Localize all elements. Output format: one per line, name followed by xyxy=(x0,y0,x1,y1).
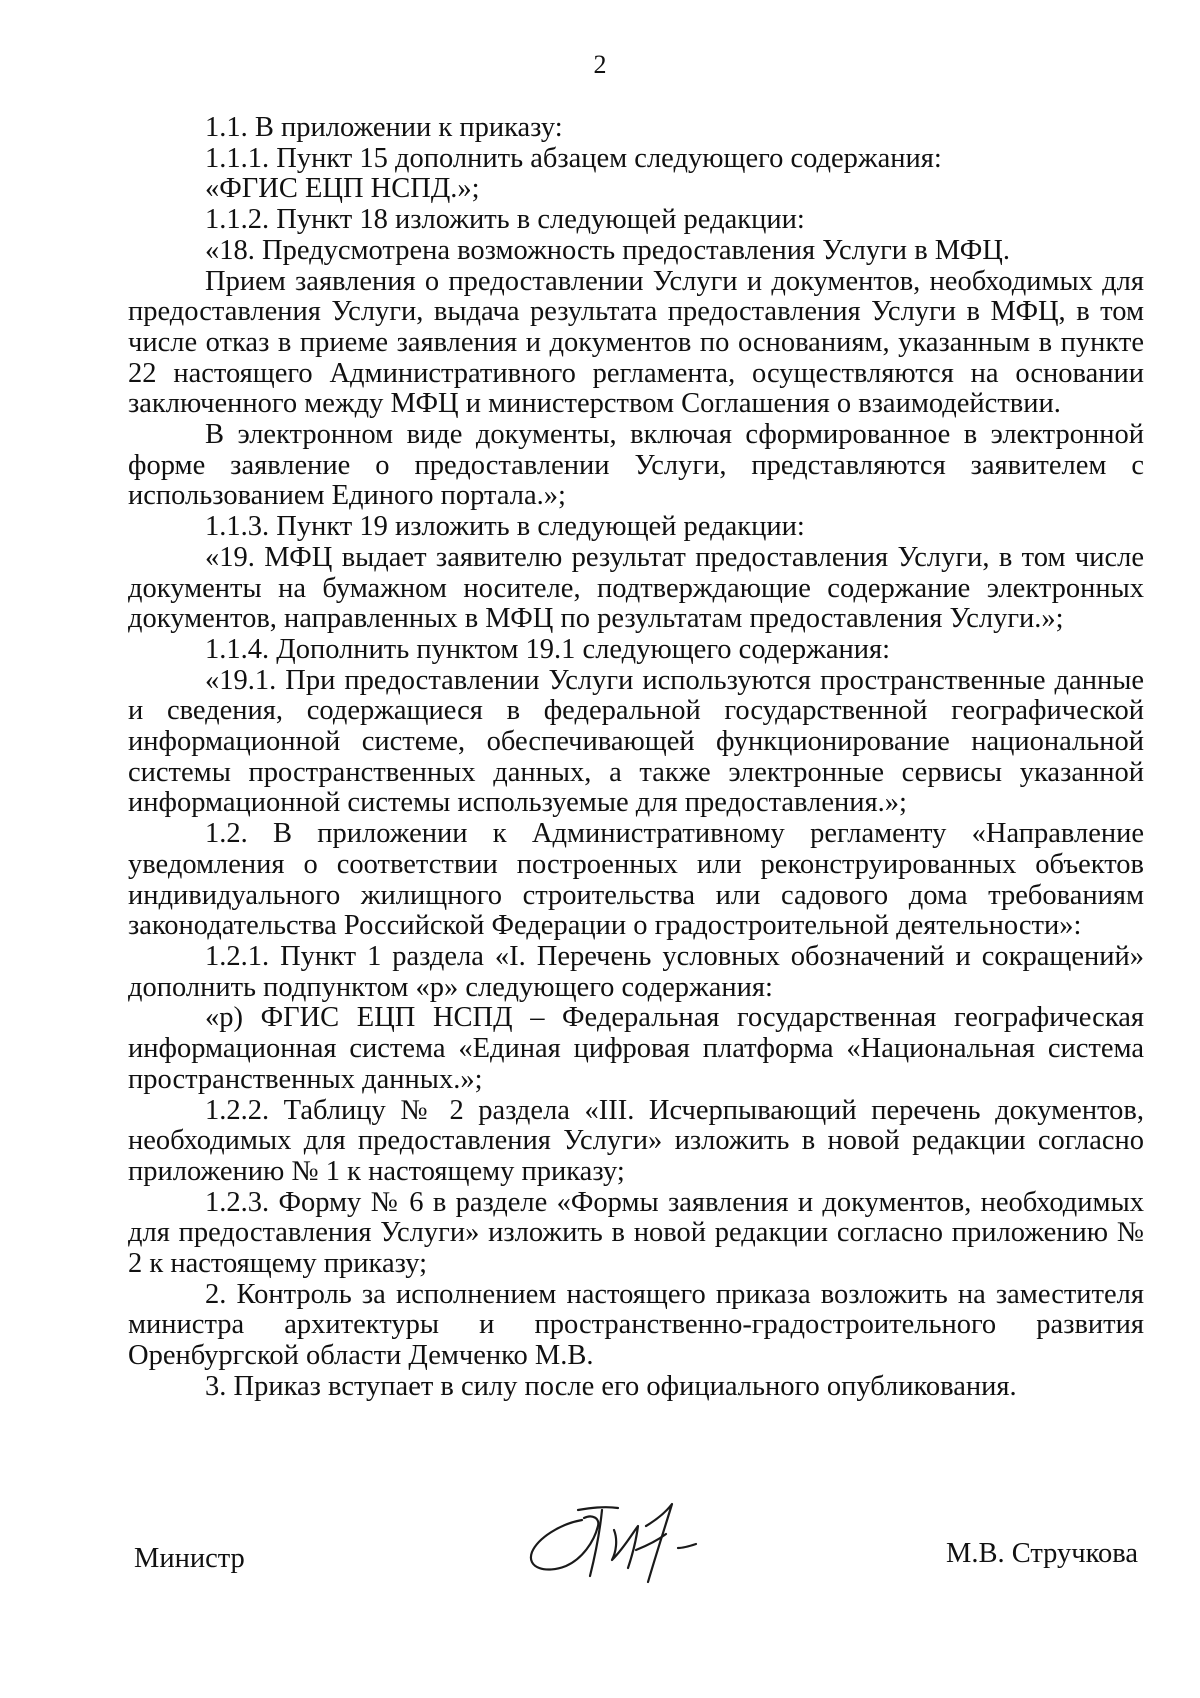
paragraph-1-1-2: 1.1.2. Пункт 18 изложить в следующей редакции: xyxy=(205,204,805,236)
paragraph-2-control: 2. Контроль за исполнением настоящего приказа возложить на заместителя министра архитектуры и пространственно-градостроительного развития Оренбургской области Демченко М.В. xyxy=(128,1278,1144,1372)
signatory-name: М.В. Стручкова xyxy=(946,1538,1138,1569)
paragraph-1-2-1: 1.2.1. Пункт 1 раздела «I. Перечень условных обозначений и сокращений» дополнить подпунктом «р» следующего содержания: xyxy=(128,940,1144,1003)
paragraph-point-18: «18. Предусмотрена возможность предоставления Услуги в МФЦ. xyxy=(205,234,1010,266)
paragraph-1-2-2: 1.2.2. Таблицу № 2 раздела «III. Исчерпывающий перечень документов, необходимых для предоставления Услуги» изложить в новой редакции согласно приложению № 1 к настоящему приказу; xyxy=(128,1094,1144,1187)
paragraph-quote-fgis: «ФГИС ЕЦП НСПД.»; xyxy=(205,173,480,205)
signatory-title: Министр xyxy=(134,1543,245,1574)
paragraph-point-19: «19. МФЦ выдает заявителю результат предоставления Услуги, в том числе документы на бумажном носителе, подтверждающие содержание электронных документов, направленных в МФЦ по результатам предоставления Услуги.»; xyxy=(128,541,1144,635)
paragraph-1-1-4: 1.1.4. Дополнить пунктом 19.1 следующего содержания: xyxy=(205,633,891,665)
paragraph-subpoint-r: «р) ФГИС ЕЦП НСПД – Федеральная государственная географическая информационная система «Единая цифровая платформа «Национальная система пространственных данных.»; xyxy=(128,1002,1144,1095)
paragraph-1-2-3: 1.2.3. Форму № 6 в разделе «Формы заявления и документов, необходимых для предоставления Услуги» изложить в новой редакции согласно приложению № 2 к настоящему приказу; xyxy=(128,1186,1144,1280)
paragraph-3-effect: 3. Приказ вступает в силу после его официального опубликования. xyxy=(205,1370,1017,1402)
signature-block xyxy=(128,1490,1144,1630)
paragraph-point-19-1: «19.1. При предоставлении Услуги используются пространственные данные и сведения, содержащиеся в федеральной государственной географической информационной системе, обеспечивающей функционирование национальной системы пространственных данных, а также электронные сервисы указанной информационной системы используемые для предоставления.»; xyxy=(128,664,1144,819)
handwritten-signature xyxy=(520,1490,720,1600)
document-body xyxy=(128,113,1144,1403)
paragraph-1-1: 1.1. В приложении к приказу: xyxy=(205,112,563,143)
paragraph-electronic-form: В электронном виде документы, включая сформированное в электронной форме заявление о предоставлении Услуги, представляются заявителем с использованием Единого портала.»; xyxy=(128,419,1144,512)
page-number: 2 xyxy=(593,50,607,79)
paragraph-application-intake: Прием заявления о предоставлении Услуги и документов, необходимых для предоставления Услуги, выдача результата предоставления Услуги в МФЦ, в том числе отказ в приеме заявления и документов по основаниям, указанным в пункте 22 настоящего Административного регламента, осуществляются на основании заключенного между МФЦ и министерством Соглашения о взаимодействии. xyxy=(128,265,1144,420)
paragraph-1-1-3: 1.1.3. Пункт 19 изложить в следующей редакции: xyxy=(205,511,805,543)
paragraph-1-2: 1.2. В приложении к Административному регламенту «Направление уведомления о соответствии построенных или реконструированных объектов индивидуального жилищного строительства или садового дома требованиям законодательства Российской Федерации о градостроительной деятельности»: xyxy=(128,818,1144,942)
paragraph-1-1-1: 1.1.1. Пункт 15 дополнить абзацем следующего содержания: xyxy=(205,142,942,174)
